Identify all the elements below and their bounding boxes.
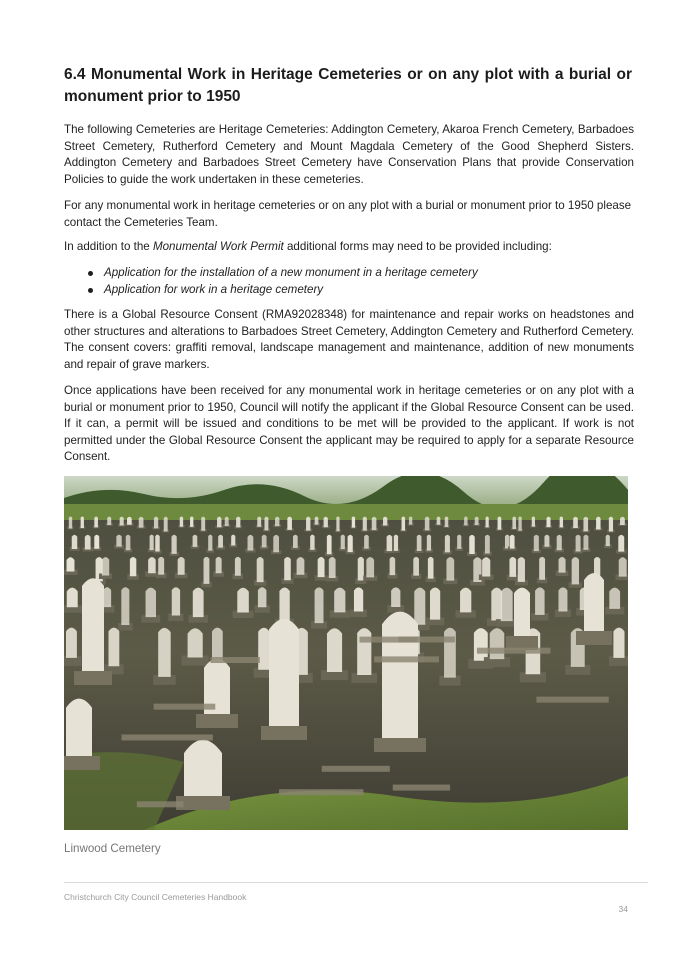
page-number: 34	[618, 904, 628, 914]
paragraph-additional-forms	[64, 239, 634, 256]
paragraph-text: additional forms may need to be provided including:	[283, 240, 552, 253]
list-item: Application for work in a heritage cemetery	[64, 282, 634, 299]
cemetery-photo	[64, 476, 628, 830]
section-heading: 6.4 Monumental Work in Heritage Cemeteries or on any plot with a burial or monument prior to 1950	[64, 66, 632, 105]
list-item: Application for the installation of a new monument in a heritage cemetery	[64, 265, 634, 282]
photo-caption: Linwood Cemetery	[64, 842, 161, 855]
permit-name: Monumental Work Permit	[152, 240, 284, 253]
paragraph-heritage-cemeteries: The following Cemeteries are Heritage Cemeteries: Addington Cemetery, Akaroa French Cemetery, Barbadoes Street Cemetery, Rutherford Cemetery and Mount Magdala Cemetery of the Good Shepherd Sisters. Addington Cemetery and Barbadoes Street Cemetery have Conservation Plans that provide Conservation Policies to guide the work undertaken in these cemeteries.	[64, 123, 634, 186]
footer-title: Christchurch City Council Cemeteries Handbook	[64, 892, 247, 902]
forms-list	[64, 265, 634, 298]
footer-divider	[64, 882, 648, 883]
paragraph-global-consent: There is a Global Resource Consent (RMA92028348) for maintenance and repair works on headstones and other structures and alterations to Barbadoes Street Cemetery, Addington Cemetery and Rutherford Cemetery. The consent covers: graffiti removal, landscape management and maintenance, addition of new monuments and repair of grave markers.	[64, 308, 634, 371]
paragraph-contact-team: For any monumental work in heritage cemeteries or on any plot with a burial or monument prior to 1950 please contact the Cemeteries Team.	[64, 199, 632, 229]
paragraph-text: In addition to the	[64, 240, 153, 253]
cemetery-illustration	[64, 476, 628, 830]
paragraph-applications: Once applications have been received for any monumental work in heritage cemeteries or on any plot with a burial or monument prior to 1950, Council will notify the applicant if the Global Resource Consent can be used. If it can, a permit will be issued and conditions to be met will be provided to the applicant. If work is not permitted under the Global Resource Consent the applicant may be required to apply for a separate Resource Consent.	[64, 384, 634, 464]
